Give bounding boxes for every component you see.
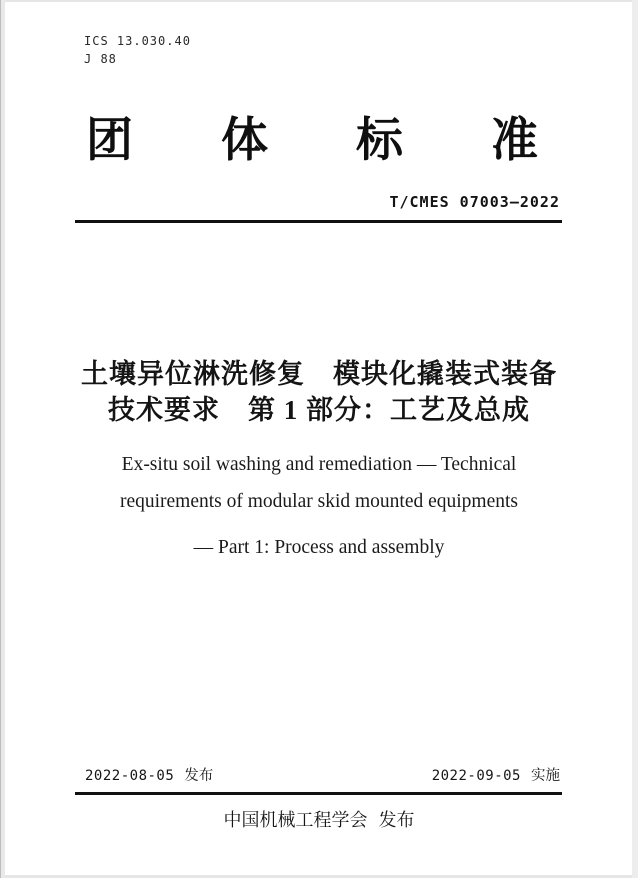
title-cn-line2: 技术要求 第 1 部分：工艺及总成 — [108, 395, 530, 425]
standard-type-char: 体 — [221, 113, 268, 166]
title-block — [0, 356, 638, 566]
standard-type-title — [86, 112, 538, 168]
date-row — [85, 767, 560, 786]
standard-type-char: 准 — [491, 113, 538, 166]
publisher-org: 中国机械工程学会 — [223, 810, 368, 830]
standard-number: T/CMES 07003—2022 — [389, 193, 560, 211]
standard-type-char: 标 — [356, 113, 403, 166]
publisher-label: 发布 — [378, 810, 415, 830]
issue-label: 发布 — [184, 768, 214, 784]
implement-date: 2022-09-05 — [431, 768, 521, 784]
footer-rule — [75, 792, 562, 795]
publisher-row — [0, 808, 638, 832]
implement-date-group — [432, 767, 560, 786]
header-rule — [75, 220, 562, 223]
doc-class-code: J 88 — [84, 51, 117, 66]
issue-date: 2022-08-05 — [85, 768, 175, 784]
title-en-line3: — Part 1: Process and assembly — [193, 537, 445, 558]
implement-label: 实施 — [531, 768, 560, 784]
title-cn-line1: 土壤异位淋洗修复 模块化撬装式装备 — [81, 359, 557, 389]
title-en-line2: requirements of modular skid mounted equipments — [119, 491, 519, 512]
ics-code: ICS 13.030.40 — [84, 34, 191, 48]
standard-type-char: 团 — [86, 113, 133, 166]
classification-codes — [84, 33, 191, 68]
issue-date-group — [85, 767, 213, 786]
title-en-line1: Ex-situ soil washing and remediation — Technical — [121, 454, 517, 475]
